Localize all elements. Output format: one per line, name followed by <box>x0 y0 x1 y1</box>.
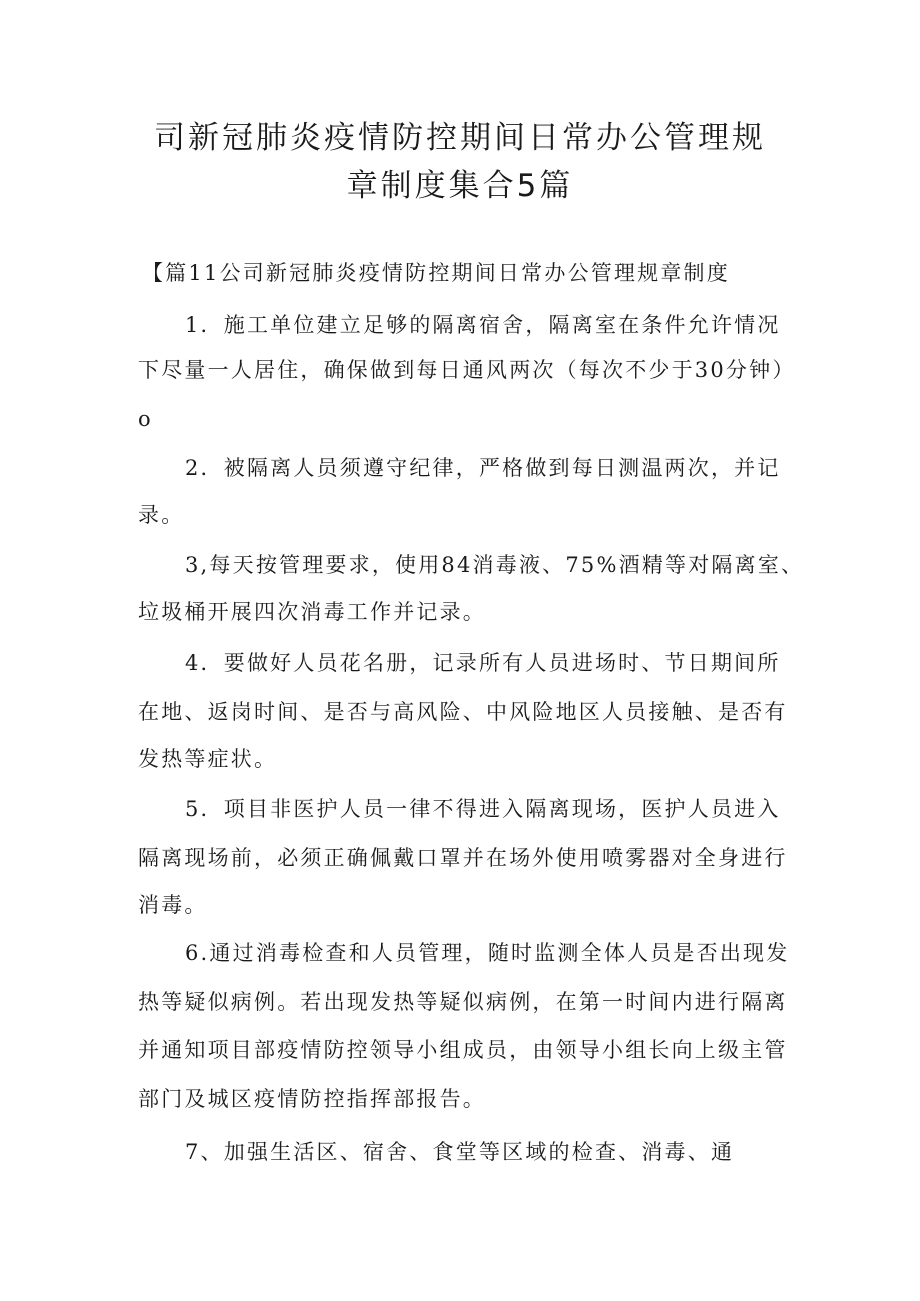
paragraph-2-line-1: 2．被隔离人员须遵守纪律，严格做到每日测温两次，并记 <box>185 456 781 480</box>
paragraph-3-line-2: 垃圾桶开展四次消毒工作并记录。 <box>138 600 486 624</box>
paragraph-6-line-1: 6.通过消毒检查和人员管理，随时监测全体人员是否出现发 <box>185 941 790 965</box>
paragraph-5-line-2: 隔离现场前，必须正确佩戴口罩并在场外使用喷雾器对全身进行 <box>138 846 788 870</box>
paragraph-1-line-2: 下尽量一人居住，确保做到每日通风两次（每次不少于30分钟） <box>138 358 796 382</box>
paragraph-6-line-2: 热等疑似病例。若出现发热等疑似病例，在第一时间内进行隔离 <box>138 990 788 1014</box>
paragraph-1-line-3: o <box>138 407 153 431</box>
paragraph-6-line-3: 并通知项目部疫情防控领导小组成员，由领导小组长向上级主管 <box>138 1038 788 1062</box>
paragraph-2-line-2: 录。 <box>138 503 185 527</box>
paragraph-5-line-3: 消毒。 <box>138 893 208 917</box>
paragraph-1-line-1: 1．施工单位建立足够的隔离宿舍，隔离室在条件允许情况 <box>185 313 781 337</box>
section-heading: 【篇11公司新冠肺炎疫情防控期间日常办公管理规章制度 <box>142 261 730 285</box>
paragraph-4-line-1: 4．要做好人员花名册，记录所有人员进场时、节日期间所 <box>185 651 781 675</box>
paragraph-3-line-1: 3,每天按管理要求，使用84消毒液、75%酒精等对隔离室、 <box>185 553 805 577</box>
document-title-line-2: 章制度集合5篇 <box>346 168 574 204</box>
paragraph-4-line-2: 在地、返岗时间、是否与高风险、中风险地区人员接触、是否有 <box>138 700 788 724</box>
document-title-line-1: 司新冠肺炎疫情防控期间日常办公管理规 <box>154 120 766 156</box>
paragraph-7-line-1: 7、加强生活区、宿舍、食堂等区域的检查、消毒、通 <box>185 1140 735 1164</box>
paragraph-4-line-3: 发热等症状。 <box>138 747 278 771</box>
paragraph-5-line-1: 5．项目非医护人员一律不得进入隔离现场，医护人员进入 <box>185 797 781 821</box>
paragraph-6-line-4: 部门及城区疫情防控指挥部报告。 <box>138 1087 486 1111</box>
